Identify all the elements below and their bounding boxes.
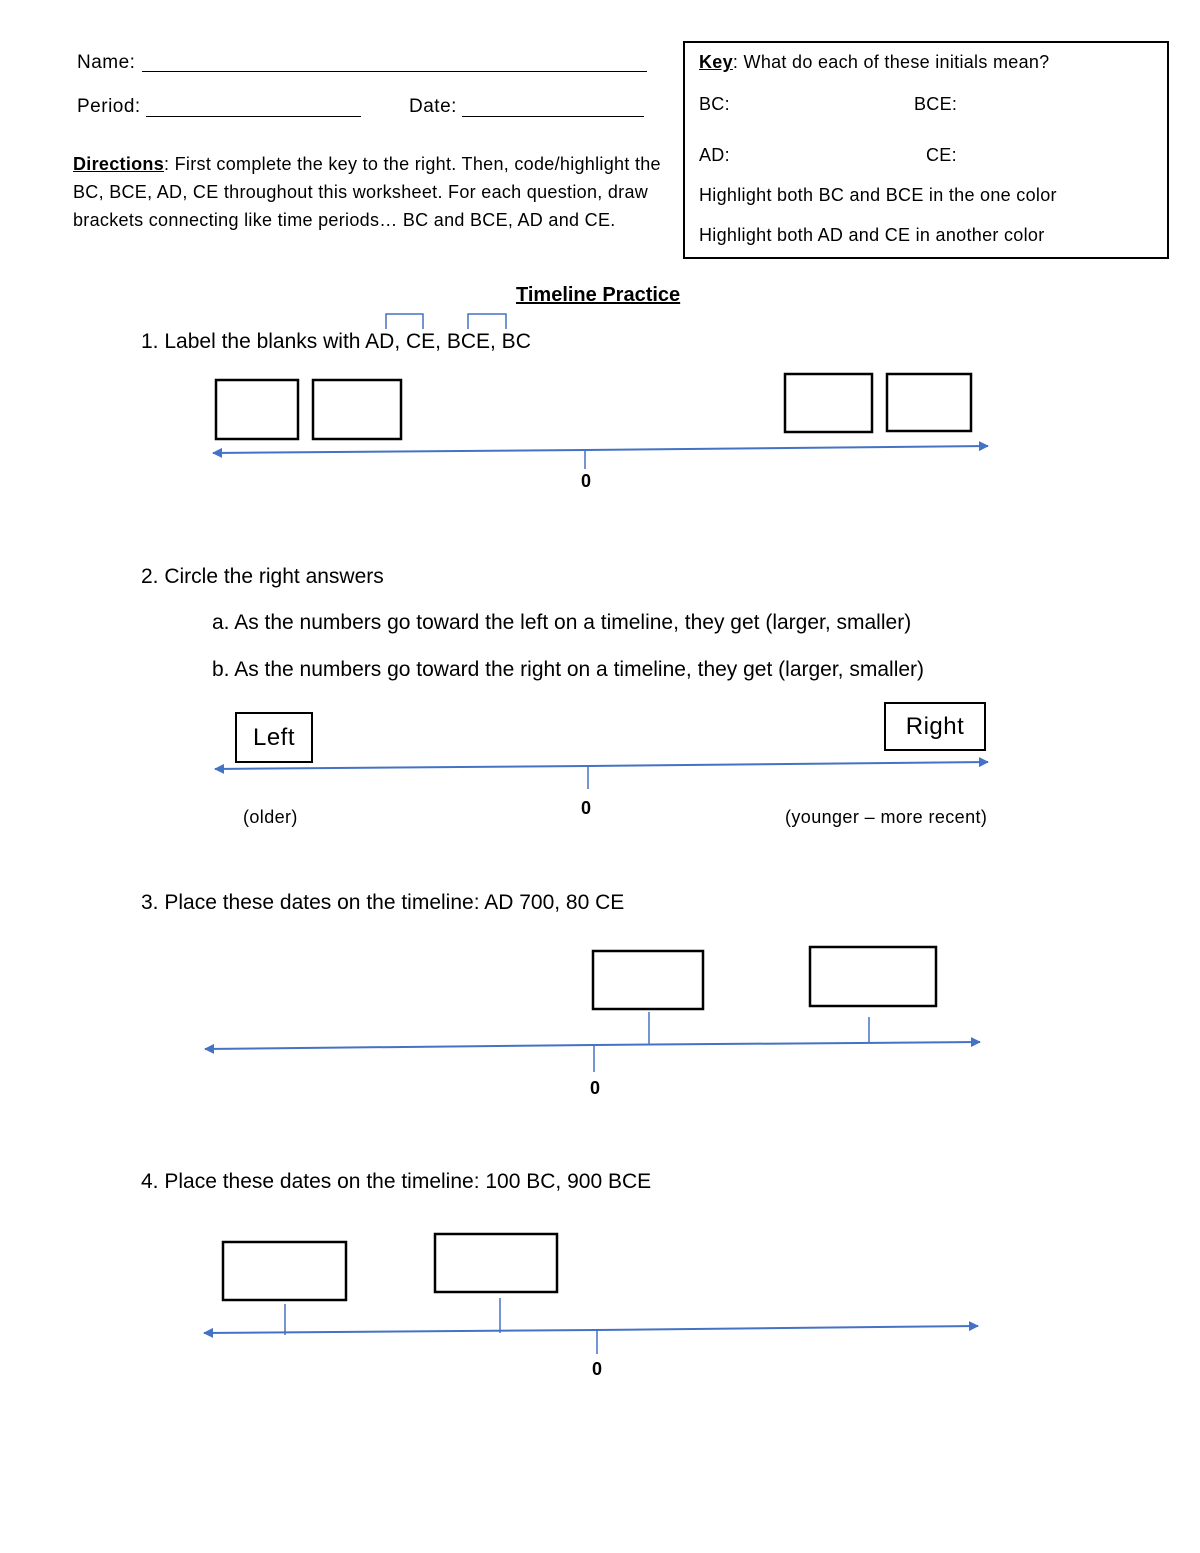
directions-text: : First complete the key to the right. Then, code/highlight the BC, BCE, AD, CE throughout this worksheet. For each question, draw brackets connecting like time periods… BC and BCE, AD and CE.: [73, 154, 661, 230]
q1-answer-box-4[interactable]: [887, 374, 971, 431]
key-bc-label: BC:: [699, 94, 730, 114]
q1-zero-label: 0: [581, 471, 592, 491]
q1-prompt: 1. Label the blanks with AD, CE, BCE, BC: [141, 330, 531, 353]
q1-timeline-left: [213, 450, 585, 453]
q3-timeline-right: [594, 1042, 980, 1045]
q3-zero-label: 0: [590, 1078, 601, 1098]
right-word-box: Right: [884, 702, 986, 751]
q4-timeline-right: [597, 1326, 978, 1330]
page-title: Timeline Practice: [516, 284, 681, 306]
q4-prompt: 4. Place these dates on the timeline: 100 BC, 900 BCE: [141, 1170, 652, 1193]
left-word-box: Left: [235, 712, 313, 763]
name-label: Name:: [77, 52, 136, 73]
q2-prompt: 2. Circle the right answers: [141, 565, 384, 588]
q2-part-b: b. As the numbers go toward the right on a timeline, they get (larger, smaller): [212, 658, 925, 681]
key-question: : What do each of these initials mean?: [732, 52, 1050, 72]
q3-timeline-left: [205, 1045, 594, 1049]
bracket-ad-ce: [386, 314, 423, 329]
q3-prompt: 3. Place these dates on the timeline: AD 700, 80 CE: [141, 891, 625, 914]
key-ce-label: CE:: [926, 145, 957, 165]
younger-label: (younger – more recent): [785, 807, 988, 827]
q2-zero-label: 0: [581, 798, 592, 818]
key-instruction-2: Highlight both AD and CE in another color: [699, 225, 1045, 245]
q1-answer-box-3[interactable]: [785, 374, 872, 432]
q4-timeline-left: [204, 1330, 597, 1333]
directions-label: Directions: [73, 154, 165, 174]
bracket-bce-bc: [468, 314, 506, 329]
q3-answer-box-2[interactable]: [810, 947, 936, 1006]
q4-zero-label: 0: [592, 1359, 603, 1379]
q2-timeline-left: [215, 766, 588, 769]
date-label: Date:: [409, 96, 457, 117]
key-ad-label: AD:: [699, 145, 730, 165]
q1-answer-box-2[interactable]: [313, 380, 401, 439]
key-bce-label: BCE:: [914, 94, 958, 114]
period-label: Period:: [77, 96, 141, 117]
key-label: Key: [699, 52, 733, 72]
q1-timeline-right: [585, 446, 988, 450]
q3-answer-box-1[interactable]: [593, 951, 703, 1009]
q4-answer-box-1[interactable]: [223, 1242, 346, 1300]
q1-answer-box-1[interactable]: [216, 380, 298, 439]
q2-part-a: a. As the numbers go toward the left on a timeline, they get (larger, smaller): [212, 611, 912, 634]
q4-answer-box-2[interactable]: [435, 1234, 557, 1292]
key-instruction-1: Highlight both BC and BCE in the one color: [699, 185, 1057, 205]
q2-timeline-right: [588, 762, 988, 766]
older-label: (older): [243, 807, 298, 827]
